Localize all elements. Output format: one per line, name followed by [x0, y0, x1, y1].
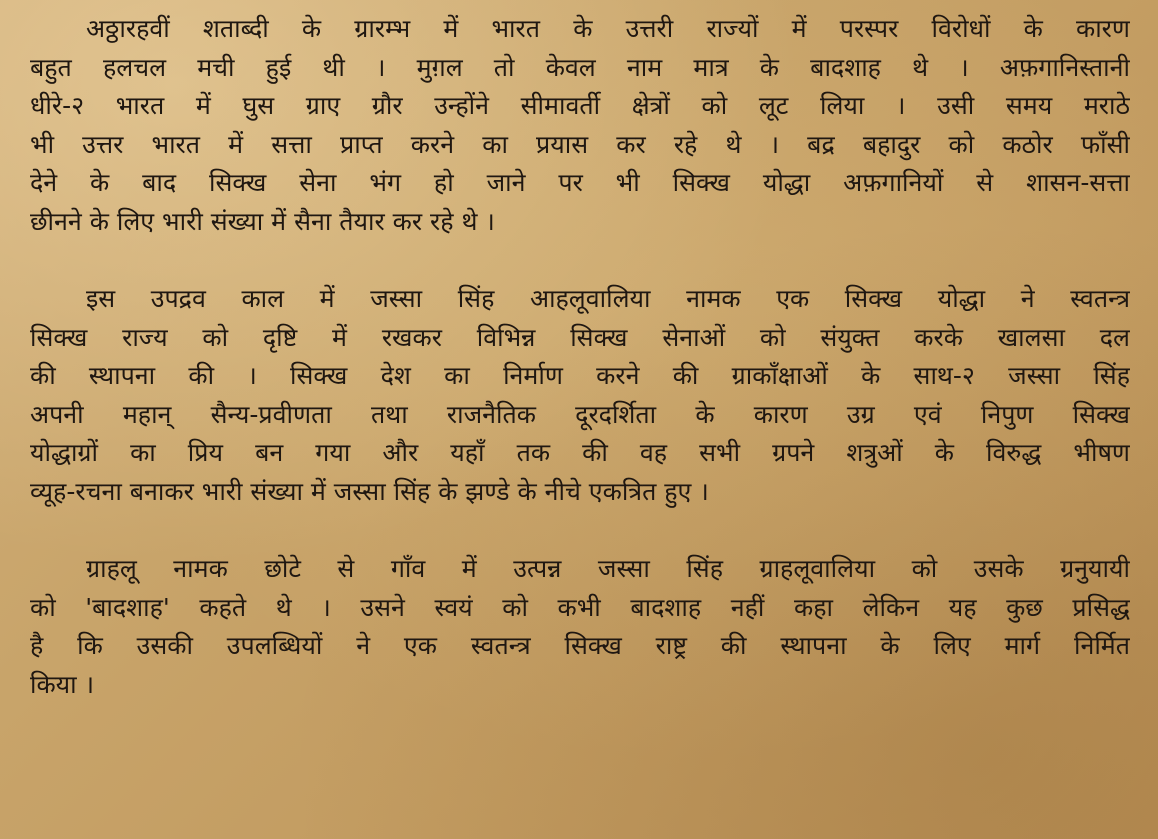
paragraph-line: है कि उसकी उपलब्धियों ने एक स्वतन्त्र सिक्ख राष्ट्र की स्थापना के लिए मार्ग निर्मित: [30, 631, 1130, 660]
paragraph-line: भी उत्तर भारत में सत्ता प्राप्त करने का प्रयास कर रहे थे । बद्र बहादुर को कठोर फाँसी: [30, 129, 1130, 159]
paragraph-line: देने के बाद सिक्ख सेना भंग हो जाने पर भी सिक्ख योद्धा अफ़गानियों से शासन-सत्ता: [30, 168, 1130, 197]
paragraph-line: अठ्ठारहवीं शताब्दी के ग्रारम्भ में भारत के उत्तरी राज्यों में परस्पर विरोधों के कारण: [86, 14, 1130, 43]
paragraph-line: सिक्ख राज्य को दृष्टि में रखकर विभिन्न सिक्ख सेनाओं को संयुक्त करके खालसा दल: [30, 322, 1130, 352]
paragraph-line: व्यूह-रचना बनाकर भारी संख्या में जस्सा सिंह के झण्डे के नीचे एकत्रित हुए ।: [30, 476, 709, 506]
paragraph-line: अपनी महान् सैन्य-प्रवीणता तथा राजनैतिक दूरदर्शिता के कारण उग्र एवं निपुण सिक्ख: [30, 399, 1130, 429]
paragraph-1: [30, 10, 1130, 241]
paragraph-line: इस उपद्रव काल में जस्सा सिंह आहलूवालिया नामक एक सिक्ख योद्धा ने स्वतन्त्र: [86, 284, 1130, 313]
paragraph-line: छीनने के लिए भारी संख्या में सैना तैयार कर रहे थे ।: [30, 206, 495, 236]
paragraph-spacer: [30, 241, 1130, 280]
paragraph-line: को 'बादशाह' कहते थे । उसने स्वयं को कभी बादशाह नहीं कहा लेकिन यह कुछ प्रसिद्ध: [30, 592, 1130, 622]
paragraph-line: बहुत हलचल मची हुई थी । मुग़ल तो केवल नाम मात्र के बादशाह थे । अफ़गानिस्तानी: [30, 52, 1130, 82]
paragraph-3: [30, 550, 1130, 704]
paragraph-line: योद्धाग्रों का प्रिय बन गया और यहाँ तक की वह सभी ग्रपने शत्रुओं के विरुद्ध भीषण: [30, 438, 1130, 467]
paragraph-line: की स्थापना की । सिक्ख देश का निर्माण करने की ग्राकाँक्षाओं के साथ-२ जस्सा सिंह: [30, 361, 1130, 390]
paragraph-line: धीरे-२ भारत में घुस ग्राए ग्रौर उन्होंने सीमावर्ती क्षेत्रों को लूट लिया । उसी समय मराठे: [30, 91, 1130, 120]
paragraph-spacer: [30, 511, 1130, 550]
paragraph-line: किया ।: [30, 669, 95, 699]
paragraph-2: [30, 280, 1130, 511]
paragraph-line: ग्राहलू नामक छोटे से गाँव में उत्पन्न जस्सा सिंह ग्राहलूवालिया को उसके ग्रनुयायी: [86, 554, 1130, 583]
